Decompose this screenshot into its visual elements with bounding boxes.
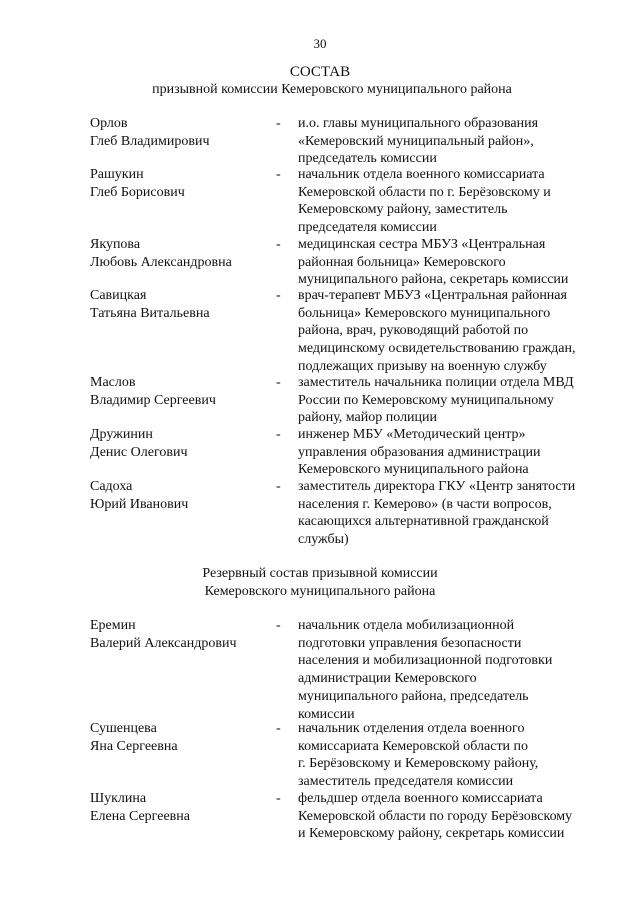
member-surname: Садоха <box>90 479 133 494</box>
member-name <box>90 426 265 461</box>
position-line: инженер МБУ «Методический центр» <box>298 427 526 442</box>
position-line: больница» Кемеровского муниципального <box>298 305 551 321</box>
commission-title-line1: СОСТАВ <box>289 64 351 80</box>
position-line: председателя комиссии <box>298 220 437 236</box>
member-dash: - <box>276 791 281 806</box>
commission-title-line2: призывной комиссии Кемеровского муниципального района <box>152 82 512 97</box>
member-name <box>90 236 265 271</box>
member-surname: Дружинин <box>90 427 153 442</box>
position-line: г. Берёзовскому и Кемеровскому району, <box>298 756 539 772</box>
reserve-title-line2: Кемеровского муниципального района <box>204 584 436 599</box>
member-dash: - <box>276 288 281 303</box>
member-position <box>298 617 608 723</box>
member-given-name: Любовь Александровна <box>90 254 232 270</box>
commission-title <box>0 63 640 99</box>
position-line: району, майор полиции <box>298 410 438 426</box>
position-line: комиссариата Кемеровской области по <box>298 738 529 754</box>
member-position <box>298 287 608 376</box>
member-name <box>90 287 265 322</box>
position-line: «Кемеровский муниципальный район», <box>298 133 534 149</box>
member-surname: Шуклина <box>90 791 147 806</box>
member-dash: - <box>276 237 281 252</box>
member-given-name: Глеб Владимирович <box>90 133 210 149</box>
member-name <box>90 374 265 409</box>
position-line: и.о. главы муниципального образования <box>298 116 539 131</box>
position-line: комиссии <box>298 706 355 722</box>
member-surname: Савицкая <box>90 288 147 303</box>
position-line: фельдшер отдела военного комиссариата <box>298 791 543 806</box>
position-line: и Кемеровскому району, секретарь комиссии <box>298 826 565 842</box>
member-surname: Якупова <box>90 237 141 252</box>
position-line: Кемеровского муниципального района <box>298 462 529 478</box>
member-position <box>298 115 608 168</box>
member-name <box>90 166 265 201</box>
member-given-name: Глеб Борисович <box>90 184 185 200</box>
member-name <box>90 617 265 652</box>
member-given-name: Денис Олегович <box>90 444 188 460</box>
page-number: 30 <box>313 36 327 51</box>
position-line: муниципального района, председатель <box>298 688 529 704</box>
member-given-name: Яна Сергеевна <box>90 738 178 754</box>
member-given-name: Елена Сергеевна <box>90 808 190 824</box>
position-line: медицинскому освидетельствованию граждан, <box>298 341 576 357</box>
member-name <box>90 115 265 150</box>
position-line: России по Кемеровскому муниципальному <box>298 392 554 408</box>
position-line: службы) <box>298 532 349 548</box>
member-dash: - <box>276 721 281 736</box>
position-line: подготовки управления безопасности <box>298 635 522 651</box>
member-position <box>298 166 608 237</box>
position-line: населения и мобилизационной подготовки <box>298 653 553 669</box>
position-line: районная больница» Кемеровского <box>298 254 506 270</box>
member-name <box>90 720 265 755</box>
position-line: начальник отделения отдела военного <box>298 721 525 736</box>
position-line: медицинская сестра МБУЗ «Центральная <box>298 237 546 252</box>
member-position <box>298 478 608 549</box>
member-surname: Рашукин <box>90 167 144 182</box>
member-surname: Орлов <box>90 116 128 131</box>
member-surname: Маслов <box>90 375 136 390</box>
position-line: администрации Кемеровского <box>298 671 477 687</box>
reserve-title-line1: Резервный состав призывной комиссии <box>202 566 438 581</box>
member-position <box>298 426 608 479</box>
member-position <box>298 236 608 289</box>
member-given-name: Валерий Александрович <box>90 635 237 651</box>
member-surname: Еремин <box>90 618 136 633</box>
member-given-name: Татьяна Витальевна <box>90 305 210 321</box>
position-line: Кемеровскому району, заместитель <box>298 202 508 218</box>
member-given-name: Юрий Иванович <box>90 496 189 512</box>
position-line: заместитель начальника полиции отдела МВД <box>298 375 574 390</box>
position-line: подлежащих призыву на военную службу <box>298 358 547 374</box>
position-line: председатель комиссии <box>298 151 437 167</box>
position-line: населения г. Кемерово» (в части вопросов, <box>298 496 552 512</box>
member-name <box>90 478 265 513</box>
member-given-name: Владимир Сергеевич <box>90 392 216 408</box>
position-line: управления образования администрации <box>298 444 541 460</box>
member-surname: Сушенцева <box>90 721 157 736</box>
member-dash: - <box>276 427 281 442</box>
member-dash: - <box>276 618 281 633</box>
member-dash: - <box>276 375 281 390</box>
position-line: муниципального района, секретарь комиссии <box>298 272 569 288</box>
position-line: района, врач, руководящий работой по <box>298 323 529 339</box>
member-position <box>298 374 608 427</box>
position-line: начальник отдела мобилизационной <box>298 618 515 633</box>
position-line: Кемеровской области по г. Берёзовскому и <box>298 184 551 200</box>
position-line: Кемеровской области по городу Берёзовскому <box>298 808 573 824</box>
position-line: начальник отдела военного комиссариата <box>298 167 545 182</box>
position-line: заместитель директора ГКУ «Центр занятости <box>298 479 576 494</box>
member-name <box>90 790 265 825</box>
position-line: врач-терапевт МБУЗ «Центральная районная <box>298 288 567 303</box>
member-dash: - <box>276 479 281 494</box>
member-dash: - <box>276 116 281 131</box>
member-position <box>298 790 608 843</box>
reserve-commission-title <box>0 565 640 601</box>
member-dash: - <box>276 167 281 182</box>
position-line: заместитель председателя комиссии <box>298 774 514 790</box>
position-line: касающихся альтернативной гражданской <box>298 514 549 530</box>
member-position <box>298 720 608 791</box>
